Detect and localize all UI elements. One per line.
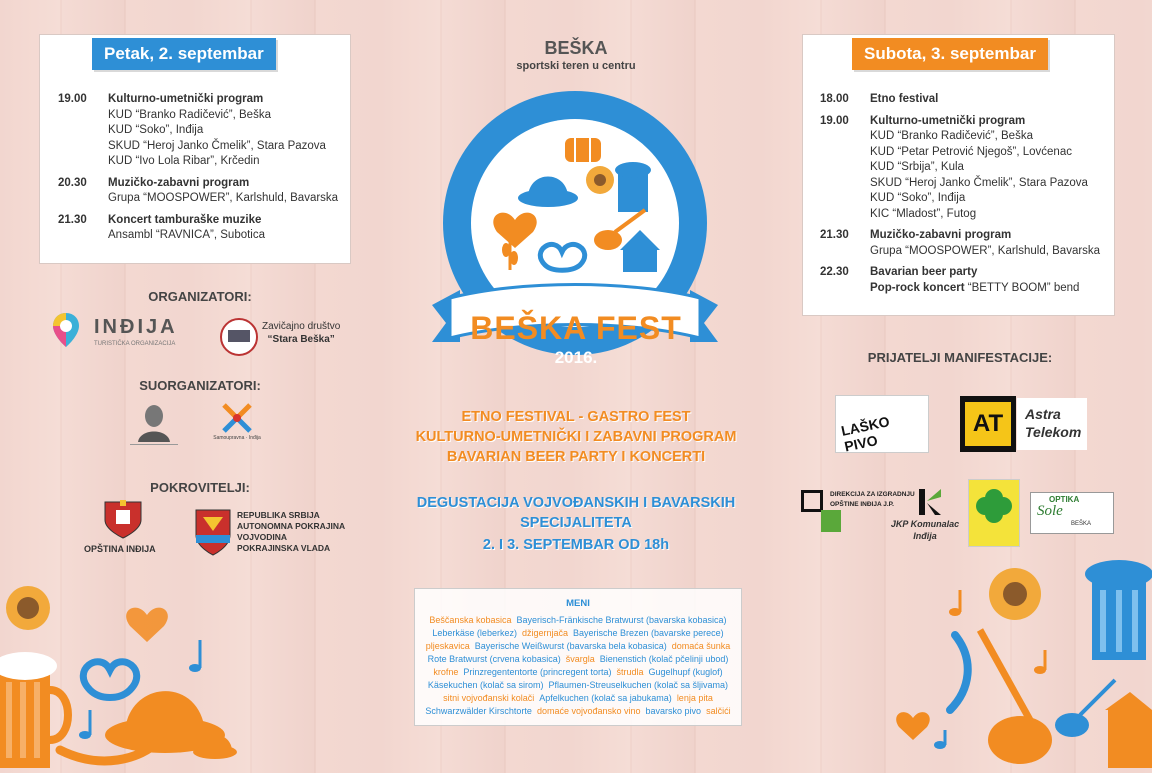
sunflower-icon xyxy=(6,586,50,630)
menu-item: Käsekuchen (kolač sa sirom) xyxy=(427,680,544,690)
sausage-icon xyxy=(950,635,968,710)
event-detail: KUD “Branko Radičević”, Beška xyxy=(870,130,1033,142)
vojvodina-line: POKRAJINSKA VLADA xyxy=(237,543,331,553)
sunflower-icon xyxy=(989,568,1041,620)
menu-item: Schwarzwälder Kirschtorte xyxy=(425,706,532,716)
optika-logo xyxy=(1030,492,1114,534)
opstina-crest xyxy=(100,498,146,540)
lasko-logo xyxy=(835,395,929,453)
beer-mug-icon xyxy=(615,162,651,212)
menu-line xyxy=(415,692,741,705)
guitar-icon xyxy=(980,630,1052,764)
vojvodina-line: REPUBLIKA SRBIJA xyxy=(237,510,320,520)
date-line: 2. I 3. SEPTEMBAR OD 18h xyxy=(482,537,670,553)
event-title: Kulturno-umetnički program xyxy=(870,114,1026,127)
event-title: Muzičko-zabavni program xyxy=(108,176,250,189)
menu-item: Bayerische Brezen (bavarske perece) xyxy=(573,628,724,638)
zavicajno-text: Zavičajno društvo xyxy=(262,321,341,332)
event-time: 22.30 xyxy=(820,266,849,278)
tasting-line: SPECIJALITETA xyxy=(520,515,632,531)
event-detail: KUD “Soko”, Inđija xyxy=(870,192,966,204)
event-title: Koncert tamburaške muzike xyxy=(108,213,262,226)
jkp-line: Inđija xyxy=(913,531,937,541)
left-decorations xyxy=(0,560,260,768)
event-detail: KUD “Branko Radičević”, Beška xyxy=(108,108,271,121)
event-detail: Grupa “MOOSPOWER”, Karlshuld, Bavarska xyxy=(108,192,339,204)
schedule-row xyxy=(58,176,348,207)
menu-line xyxy=(415,666,741,679)
event-detail: Grupa “MOOSPOWER”, Karlshuld, Bavarska xyxy=(870,244,1101,257)
saturday-date-tag: Subota, 3. septembar xyxy=(852,38,1048,70)
at-logo xyxy=(960,396,1016,452)
friday-date-tag: Petak, 2. septembar xyxy=(92,38,276,70)
menu-item: džigernjača xyxy=(521,628,568,638)
menu-item: pljeskavica xyxy=(425,641,470,651)
house-icon xyxy=(1105,692,1152,768)
program-line: ETNO FESTIVAL - GASTRO FEST xyxy=(461,409,691,425)
menu-item: Beščanska kobasica xyxy=(429,615,512,625)
right-decorations xyxy=(880,560,1152,768)
friday-schedule xyxy=(58,92,348,250)
schedule-row xyxy=(820,265,1110,296)
direkcija-line: OPŠTINE INĐIJA J.P. xyxy=(830,501,894,508)
menu-item: Apfelkuchen (kolač sa jabukama) xyxy=(539,693,672,703)
direkcija-text xyxy=(830,490,915,510)
program-line: BAVARIAN BEER PARTY I KONCERTI xyxy=(446,449,706,465)
schedule-row xyxy=(820,114,1110,223)
place-subtitle: sportski teren u centru xyxy=(516,60,636,72)
heart-icon xyxy=(896,712,930,740)
beer-mug-icon xyxy=(1085,560,1152,660)
direkcija-line: DIREKCIJA ZA IZGRADNJU xyxy=(830,491,915,498)
menu-item: sitni vojvođanski kolači xyxy=(443,693,535,703)
event-time: 19.00 xyxy=(58,93,87,105)
menu-item: Bayerisch-Fränkische Bratwurst (bavarska kobasica) xyxy=(516,615,727,625)
menu-item: Rote Bratwurst (crvena kobasica) xyxy=(427,654,561,664)
event-time: 21.30 xyxy=(820,229,849,241)
event-detail: KUD “Soko”, Inđija xyxy=(108,124,204,136)
indjija-wordmark: INĐIJA xyxy=(94,316,178,338)
schedule-row xyxy=(820,92,1110,108)
etnoart-logo: Samoupravna · Inđija xyxy=(212,403,262,453)
vojvodina-crest xyxy=(193,507,233,557)
menu-item: Leberkäse (leberkez) xyxy=(432,628,517,638)
schedule-row xyxy=(820,228,1110,259)
menu-line xyxy=(415,640,741,653)
event-title: Etno festival xyxy=(870,93,939,105)
event-title: Kulturno-umetnički program xyxy=(108,93,264,105)
portrait-emblem xyxy=(134,400,174,452)
menu-item: Pflaumen-Streuselkuchen (kolač sa šljivama) xyxy=(548,680,729,690)
schedule-row xyxy=(58,92,348,170)
location-pin-icon xyxy=(52,312,80,348)
saturday-schedule xyxy=(820,92,1110,302)
indjija-subtitle: TURISTIČKA ORGANIZACIJA xyxy=(94,341,176,347)
telekom-text: Telekom xyxy=(1025,424,1082,440)
sole-text: Sole xyxy=(1037,503,1063,519)
menu-title: MENI xyxy=(566,598,590,609)
organizers-heading: ORGANIZATORI: xyxy=(148,289,252,304)
event-time: 20.30 xyxy=(58,176,87,189)
optika-beska-text: BEŠKA xyxy=(1071,521,1092,527)
sunflower-icon xyxy=(586,166,614,194)
zavicajno-label xyxy=(262,320,340,346)
event-detail: SKUD “Heroj Janko Čmelik”, Stara Pazova xyxy=(870,176,1088,189)
jkp-line: JKP Komunalac xyxy=(890,519,960,529)
event-detail: KUD “Srbija”, Kula xyxy=(870,161,964,173)
heart-icon xyxy=(126,608,168,642)
tasting-line: DEGUSTACIJA VOJVOĐANSKIH I BAVARSKIH xyxy=(416,495,736,511)
menu-item: krofne xyxy=(433,667,459,677)
event-detail: KIC “Mladost”, Futog xyxy=(870,207,977,220)
lasko-text: LAŠKO PIVO xyxy=(839,413,891,455)
event-detail: KUD “Ivo Lola Ribar”, Krčedin xyxy=(108,155,260,167)
barrel-icon xyxy=(565,138,601,162)
event-title: Muzičko-zabavni program xyxy=(870,229,1012,241)
mandolin-icon xyxy=(1055,680,1115,737)
menu-item: salčići xyxy=(706,706,731,716)
menu-item: štrudla xyxy=(616,667,644,677)
stara-beska-text: “Stara Beška” xyxy=(267,334,335,345)
menu-line xyxy=(415,614,741,627)
friends-heading: PRIJATELJI MANIFESTACIJE: xyxy=(867,350,1053,365)
menu-item: lenja pita xyxy=(676,693,713,703)
event-title-2: Pop-rock koncert xyxy=(870,281,965,294)
menu-list xyxy=(415,614,741,718)
festival-year: 2016. xyxy=(554,348,598,367)
menu-item: domaća šunka xyxy=(671,641,731,651)
place-title: BEŠKA xyxy=(544,38,608,58)
menu-box xyxy=(414,588,742,726)
menu-item: Bayerische Weißwurst (bavarska bela kobasica) xyxy=(474,641,667,651)
vojvodina-line: AUTONOMNA POKRAJINA xyxy=(237,521,346,531)
event-time: 21.30 xyxy=(58,213,87,226)
pretzel-icon xyxy=(83,662,136,698)
event-title-2-rest: “BETTY BOOM” bend xyxy=(967,281,1080,294)
event-title: Bavarian beer party xyxy=(870,266,978,278)
menu-item: domaće vojvođansko vino xyxy=(536,706,641,716)
zavicajno-seal xyxy=(220,318,258,356)
event-detail: Ansambl “RAVNICA”, Subotica xyxy=(108,229,266,241)
menu-line xyxy=(415,653,741,666)
menu-line xyxy=(415,679,741,692)
menu-line xyxy=(415,705,741,718)
event-detail: KUD “Petar Petrović Njegoš”, Lovćenac xyxy=(870,145,1072,158)
menu-item: švargla xyxy=(565,654,595,664)
at-text: AT xyxy=(972,410,1004,437)
optika-text: OPTIKA xyxy=(1049,495,1080,504)
menu-item: bavarsko pivo xyxy=(645,706,702,716)
menu-line xyxy=(415,627,741,640)
clover-logo xyxy=(968,479,1020,547)
vojvodina-line: VOJVODINA xyxy=(237,532,288,542)
schedule-row xyxy=(58,213,348,244)
menu-item: Prinzregententorte (princregent torta) xyxy=(463,667,612,677)
opstina-label: OPŠTINA INĐIJA xyxy=(84,544,156,554)
sponsors-heading: POKROVITELJI: xyxy=(150,480,250,495)
event-detail xyxy=(870,281,1079,297)
event-detail: SKUD “Heroj Janko Čmelik”, Stara Pazova xyxy=(108,139,326,152)
menu-item: Gugelhupf (kuglof) xyxy=(648,667,723,677)
menu-item: Bienenstich (kolač pčelinji ubod) xyxy=(599,654,729,664)
astra-text: Astra xyxy=(1025,406,1061,422)
event-time: 18.00 xyxy=(820,93,849,105)
vojvodina-label xyxy=(237,510,345,554)
astra-logo xyxy=(1017,398,1087,450)
festival-name: BEŠKA FEST xyxy=(470,310,682,346)
program-line: KULTURNO-UMETNIČKI I ZABAVNI PROGRAM xyxy=(415,429,737,445)
indjija-logo xyxy=(52,312,202,352)
event-time: 19.00 xyxy=(820,114,849,127)
suorganizers-heading: SUORGANIZATORI: xyxy=(139,378,261,393)
